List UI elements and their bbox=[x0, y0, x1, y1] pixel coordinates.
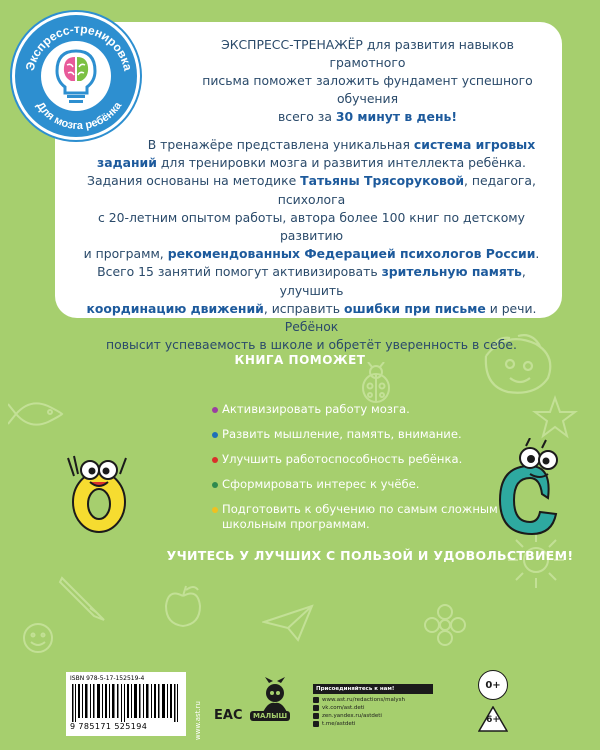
text: для тренировки мозга и развития интеллекта ребёнка. bbox=[156, 155, 526, 171]
highlight: зрительную память bbox=[381, 264, 522, 280]
highlight: рекомендованных Федерацией психологов России bbox=[167, 246, 536, 262]
text: Задания основаны на методике bbox=[87, 173, 301, 189]
fish-icon bbox=[8, 392, 68, 436]
smile-icon bbox=[20, 620, 56, 656]
list-item-text: Подготовить к обучению по самым сложным bbox=[222, 502, 498, 516]
body-line bbox=[81, 263, 542, 299]
list-item-text: школьным программам. bbox=[222, 517, 370, 531]
badge-center bbox=[41, 41, 111, 111]
highlight: координацию движений bbox=[86, 300, 264, 316]
ladybug-icon bbox=[356, 362, 396, 406]
body-text bbox=[81, 136, 542, 354]
letter-o-character bbox=[64, 436, 134, 536]
highlight: ошибки при письме bbox=[343, 300, 486, 316]
bullet-dot bbox=[212, 482, 218, 488]
body-line bbox=[81, 136, 542, 154]
age-recommendation-text: 6+ bbox=[486, 715, 500, 725]
text: , исправить bbox=[263, 300, 344, 316]
list-item bbox=[212, 452, 512, 467]
intro-line: письма поможет заложить фундамент успешного обучения bbox=[202, 73, 533, 106]
intro-line: ЭКСПРЕСС-ТРЕНАЖЁР для развития навыков грамотного bbox=[221, 37, 514, 70]
paper-plane-icon bbox=[262, 602, 314, 644]
age-recommendation-badge bbox=[478, 706, 508, 732]
list-item-text: Сформировать интерес к учёбе. bbox=[222, 477, 420, 491]
body-line bbox=[81, 172, 542, 208]
text: . bbox=[535, 246, 540, 262]
text: и речи. Ребёнок bbox=[284, 300, 537, 335]
apple-icon bbox=[160, 582, 206, 630]
list-item bbox=[212, 402, 512, 417]
publisher-logo-icon bbox=[247, 668, 303, 746]
body-line bbox=[81, 154, 542, 172]
brain-bulb-icon bbox=[41, 41, 111, 111]
social-link[interactable]: t.me/astdeti bbox=[322, 721, 356, 727]
social-links bbox=[313, 684, 433, 729]
barcode-bars bbox=[72, 684, 180, 722]
social-row[interactable] bbox=[313, 705, 433, 711]
isbn: ISBN 978-5-17-152519-4 bbox=[70, 675, 145, 682]
intro-highlight: 30 минут в день! bbox=[335, 109, 457, 124]
text: , улучшить bbox=[279, 264, 526, 298]
bullet-dot bbox=[212, 432, 218, 438]
highlight: Татьяны Трясоруковой bbox=[300, 173, 465, 189]
slogan: УЧИТЕСЬ У ЛУЧШИХ С ПОЛЬЗОЙ И УДОВОЛЬСТВИЕМ! bbox=[166, 548, 574, 563]
text: , педагога, психолога bbox=[277, 173, 536, 207]
list-item bbox=[212, 502, 512, 532]
bullet-dot bbox=[212, 407, 218, 413]
section-title: КНИГА ПОМОЖЕТ bbox=[234, 353, 366, 367]
highlight: заданий bbox=[97, 155, 157, 171]
list-item bbox=[212, 477, 512, 492]
intro-line bbox=[193, 108, 542, 126]
star-icon bbox=[532, 394, 578, 440]
express-training-badge bbox=[12, 12, 140, 140]
publisher-name: МАЛЫШ bbox=[250, 711, 290, 721]
bullet-dot bbox=[212, 457, 218, 463]
badge-top-text: Экспресс-тренировка bbox=[22, 21, 136, 73]
body-line bbox=[81, 245, 542, 263]
eac-mark: ЕАС bbox=[214, 708, 243, 723]
text: и программ, bbox=[83, 246, 168, 262]
social-row[interactable] bbox=[313, 697, 433, 703]
text: Всего 15 занятий помогут активизировать bbox=[97, 264, 382, 280]
publisher-site[interactable]: www.ast.ru bbox=[194, 701, 202, 740]
badge-bottom-text: Для мозга ребёнка bbox=[33, 99, 125, 133]
pencil-icon bbox=[56, 572, 108, 624]
social-link[interactable]: vk.com/ast.deti bbox=[322, 705, 365, 711]
age-rating-badge: 0+ bbox=[478, 670, 508, 700]
flower-icon bbox=[420, 600, 470, 650]
zen-icon bbox=[313, 713, 319, 719]
list-item-text: Улучшить работоспособность ребёнка. bbox=[222, 452, 463, 466]
web-icon bbox=[313, 697, 319, 703]
body-line: с 20-летним опытом работы, автора более 100 книг по детскому развитию bbox=[98, 209, 525, 244]
highlight: система игровых bbox=[413, 137, 536, 152]
social-row[interactable] bbox=[313, 721, 433, 727]
body-line: повысит успеваемость в школе и обретёт уверенность в себе. bbox=[106, 337, 517, 353]
social-link[interactable]: zen.yandex.ru/astdeti bbox=[322, 713, 382, 719]
bullet-dot bbox=[212, 507, 218, 513]
intro-text-part: всего за bbox=[277, 109, 336, 124]
text: В тренажёре представлена уникальная bbox=[147, 137, 414, 152]
telegram-icon bbox=[313, 721, 319, 727]
vk-icon bbox=[313, 705, 319, 711]
list-item-text: Активизировать работу мозга. bbox=[222, 402, 410, 416]
barcode-number: 9 785171 525194 bbox=[70, 722, 148, 731]
social-row[interactable] bbox=[313, 713, 433, 719]
join-label: Присоединяйтесь к нам! bbox=[313, 684, 433, 694]
list-item-text: Развить мышление, память, внимание. bbox=[222, 427, 462, 441]
list-item bbox=[212, 427, 512, 442]
social-link[interactable]: www.ast.ru/redactions/malysh bbox=[322, 697, 406, 703]
benefits-list bbox=[212, 402, 512, 542]
body-line bbox=[81, 300, 542, 336]
intro-text bbox=[193, 36, 542, 126]
barcode bbox=[66, 672, 186, 736]
